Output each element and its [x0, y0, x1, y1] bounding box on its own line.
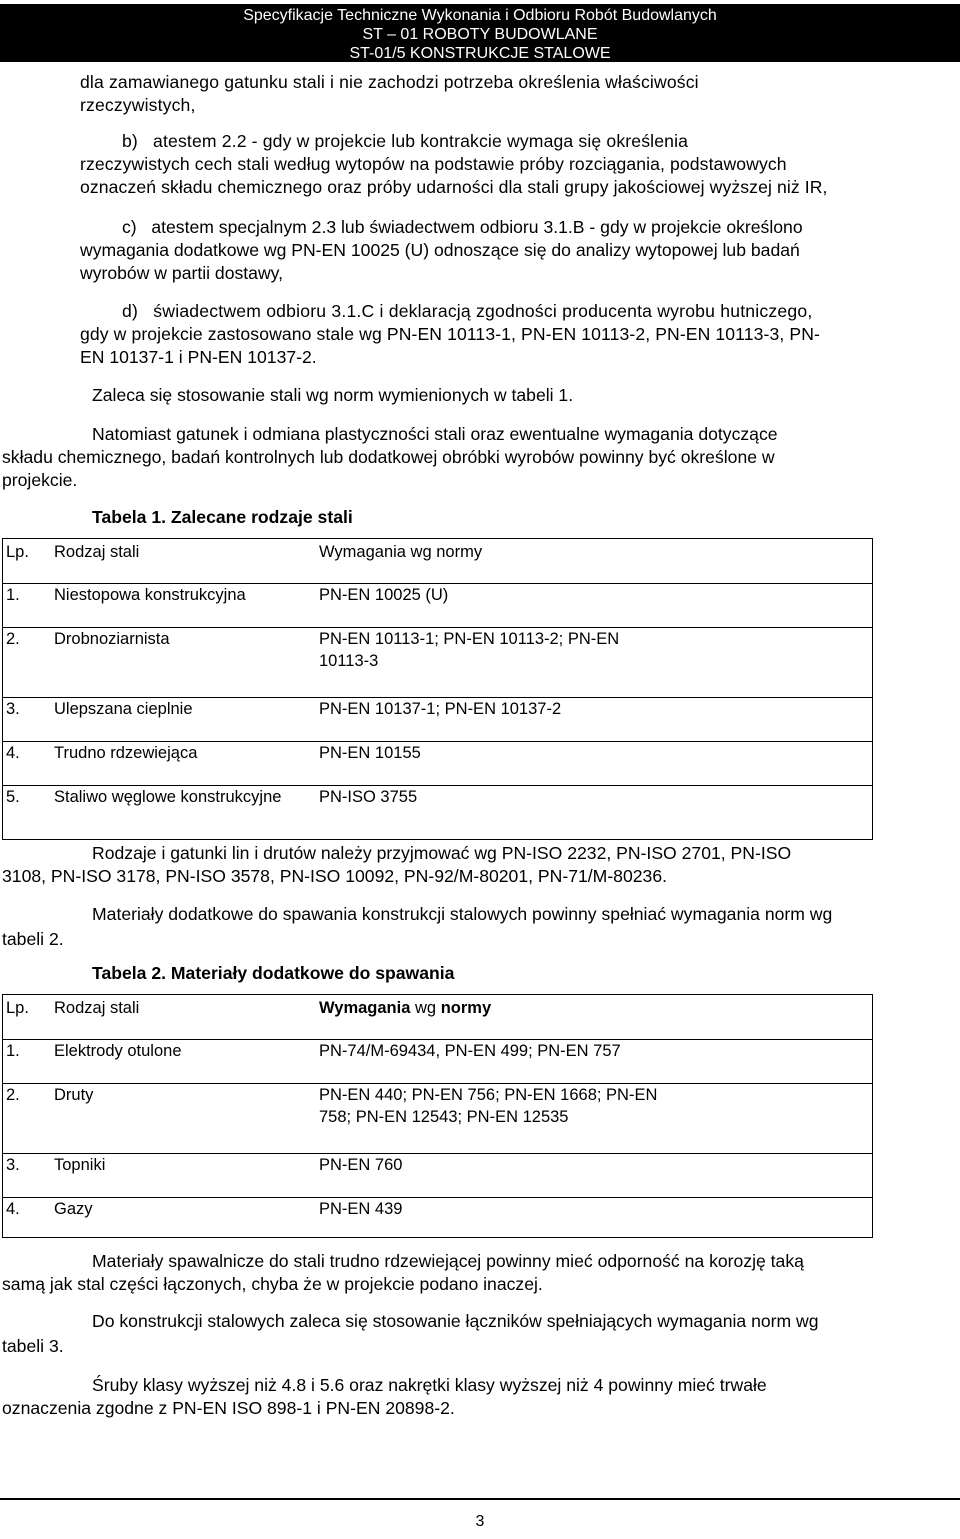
header-cell-requirements [319, 995, 873, 1039]
table-cell: PN-EN 10113-1; PN-EN 10113-2; PN-EN 10113-3 [319, 627, 873, 697]
table-cell: Staliwo węglowe konstrukcyjne [54, 785, 319, 839]
table-row [2, 583, 873, 627]
table-row [2, 627, 873, 697]
paragraph-line: b) atestem 2.2 - gdy w projekcie lub kontrakcie wymaga się określenia [122, 131, 689, 151]
table2-grid [2, 995, 873, 1237]
table-cell: PN-EN 439 [319, 1197, 873, 1237]
paragraph-line: wymagania dodatkowe wg PN-EN 10025 (U) odnoszące się do analizy wytopowej lub badań [80, 240, 800, 260]
table2 [2, 994, 873, 1238]
table-cell: PN-EN 10137-1; PN-EN 10137-2 [319, 697, 873, 741]
table-row [2, 741, 873, 785]
paragraph-line: EN 10137-1 i PN-EN 10137-2. [80, 347, 317, 367]
table-cell: 2. [2, 1083, 54, 1153]
paragraph-line: c) atestem specjalnym 2.3 lub świadectwem odbioru 3.1.B - gdy w projekcie określono [122, 217, 803, 237]
table-cell: Drobnoziarnista [54, 627, 319, 697]
paragraph-line: składu chemicznego, badań kontrolnych lub dodatkowej obróbki wyrobów powinny być określone w [2, 447, 775, 467]
paragraph-line: Zaleca się stosowanie stali wg norm wymienionych w tabeli 1. [92, 385, 574, 405]
table-cell: 2. [2, 627, 54, 697]
table1-grid [2, 539, 873, 839]
paragraph-line: Natomiast gatunek i odmiana plastyczności stali oraz ewentualne wymagania dotyczące [92, 424, 778, 444]
table-cell: 4. [2, 1197, 54, 1237]
table-cell: Ulepszana cieplnie [54, 697, 319, 741]
footer-divider [0, 1498, 960, 1500]
table-cell: PN-EN 760 [319, 1153, 873, 1197]
header-subsection: ST-01/5 KONSTRUKCJE STALOWE [349, 45, 611, 62]
table-cell: Trudno rdzewiejąca [54, 741, 319, 785]
paragraph-line: dla zamawianego gatunku stali i nie zachodzi potrzeba określenia właściwości [80, 72, 699, 92]
table-row [2, 1039, 873, 1083]
header-cell: Lp. [6, 999, 29, 1017]
paragraph-line: gdy w projekcie zastosowano stale wg PN-EN 10113-1, PN-EN 10113-2, PN-EN 10113-3, PN- [80, 324, 820, 344]
paragraph-line: rzeczywistych, [80, 95, 196, 115]
paragraph-line: d) świadectwem odbioru 3.1.C i deklaracją zgodności producenta wyrobu hutniczego, [122, 301, 813, 321]
table-cell: Gazy [54, 1197, 319, 1237]
table-cell: 3. [2, 1153, 54, 1197]
table1-caption: Tabela 1. Zalecane rodzaje stali [92, 507, 353, 527]
paragraph-line: rzeczywistych cech stali według wytopów na podstawie próby rozciągania, podstawowych [80, 154, 787, 174]
paragraph-line: tabeli 2. [2, 929, 64, 949]
table-cell: PN-ISO 3755 [319, 785, 873, 839]
paragraph-line: samą jak stal części łączonych, chyba że w projekcie podano inaczej. [2, 1274, 543, 1294]
header-text-bold: normy [440, 999, 492, 1017]
paragraph-line: projekcie. [2, 470, 78, 490]
table-row [2, 697, 873, 741]
header-cell: Rodzaj stali [54, 999, 140, 1017]
table-row [2, 1153, 873, 1197]
table-cell: PN-EN 10155 [319, 741, 873, 785]
table-header-row [2, 539, 873, 583]
paragraph-line: Rodzaje i gatunki lin i drutów należy przyjmować wg PN-ISO 2232, PN-ISO 2701, PN-ISO [92, 843, 792, 863]
paragraph-line: 3108, PN-ISO 3178, PN-ISO 3578, PN-ISO 10092, PN-92/M-80201, PN-71/M-80236. [2, 866, 667, 886]
header-cell: Wymagania wg normy [319, 543, 483, 561]
document-header [0, 4, 960, 62]
table-cell: Niestopowa konstrukcyjna [54, 583, 319, 627]
table1 [2, 538, 873, 840]
table-cell: PN-EN 10025 (U) [319, 583, 873, 627]
table-header-row [2, 995, 873, 1039]
table-cell: PN-74/M-69434, PN-EN 499; PN-EN 757 [319, 1039, 873, 1083]
header-title: Specyfikacje Techniczne Wykonania i Odbioru Robót Budowlanych [243, 7, 717, 24]
table-cell: 3. [2, 697, 54, 741]
header-cell: Rodzaj stali [54, 543, 140, 561]
header-cell: Lp. [6, 543, 29, 561]
header-section: ST – 01 ROBOTY BUDOWLANE [362, 26, 598, 43]
table-row [2, 1197, 873, 1237]
paragraph-line: tabeli 3. [2, 1336, 64, 1356]
page-number: 3 [475, 1513, 485, 1530]
header-text: wg [415, 999, 437, 1017]
table-cell: Druty [54, 1083, 319, 1153]
paragraph-line: wyrobów w partii dostawy, [80, 263, 284, 283]
paragraph-line: oznaczenia zgodne z PN-EN ISO 898-1 i PN-EN 20898-2. [2, 1398, 455, 1418]
header-text-bold: Wymagania [319, 999, 411, 1017]
paragraph-line: oznaczeń składu chemicznego oraz próby udarności dla stali grupy jakościowej wyższej niż IR, [80, 177, 828, 197]
paragraph-line: Materiały dodatkowe do spawania konstrukcji stalowych powinny spełniać wymagania norm wg [92, 904, 833, 924]
table-cell: 5. [2, 785, 54, 839]
paragraph-line: Materiały spawalnicze do stali trudno rdzewiejącej powinny mieć odporność na korozję taką [92, 1251, 804, 1271]
paragraph-line: Do konstrukcji stalowych zaleca się stosowanie łączników spełniających wymagania norm wg [92, 1311, 819, 1331]
table-cell: 1. [2, 1039, 54, 1083]
table-cell: 1. [2, 583, 54, 627]
table-row [2, 785, 873, 839]
table-cell: Topniki [54, 1153, 319, 1197]
table-cell: Elektrody otulone [54, 1039, 319, 1083]
paragraph-line: Śruby klasy wyższej niż 4.8 i 5.6 oraz nakrętki klasy wyższej niż 4 powinny mieć trwałe [92, 1375, 767, 1395]
table2-caption: Tabela 2. Materiały dodatkowe do spawania [92, 963, 455, 983]
table-cell: 4. [2, 741, 54, 785]
table-cell: PN-EN 440; PN-EN 756; PN-EN 1668; PN-EN 758; PN-EN 12543; PN-EN 12535 [319, 1083, 873, 1153]
table-row [2, 1083, 873, 1153]
